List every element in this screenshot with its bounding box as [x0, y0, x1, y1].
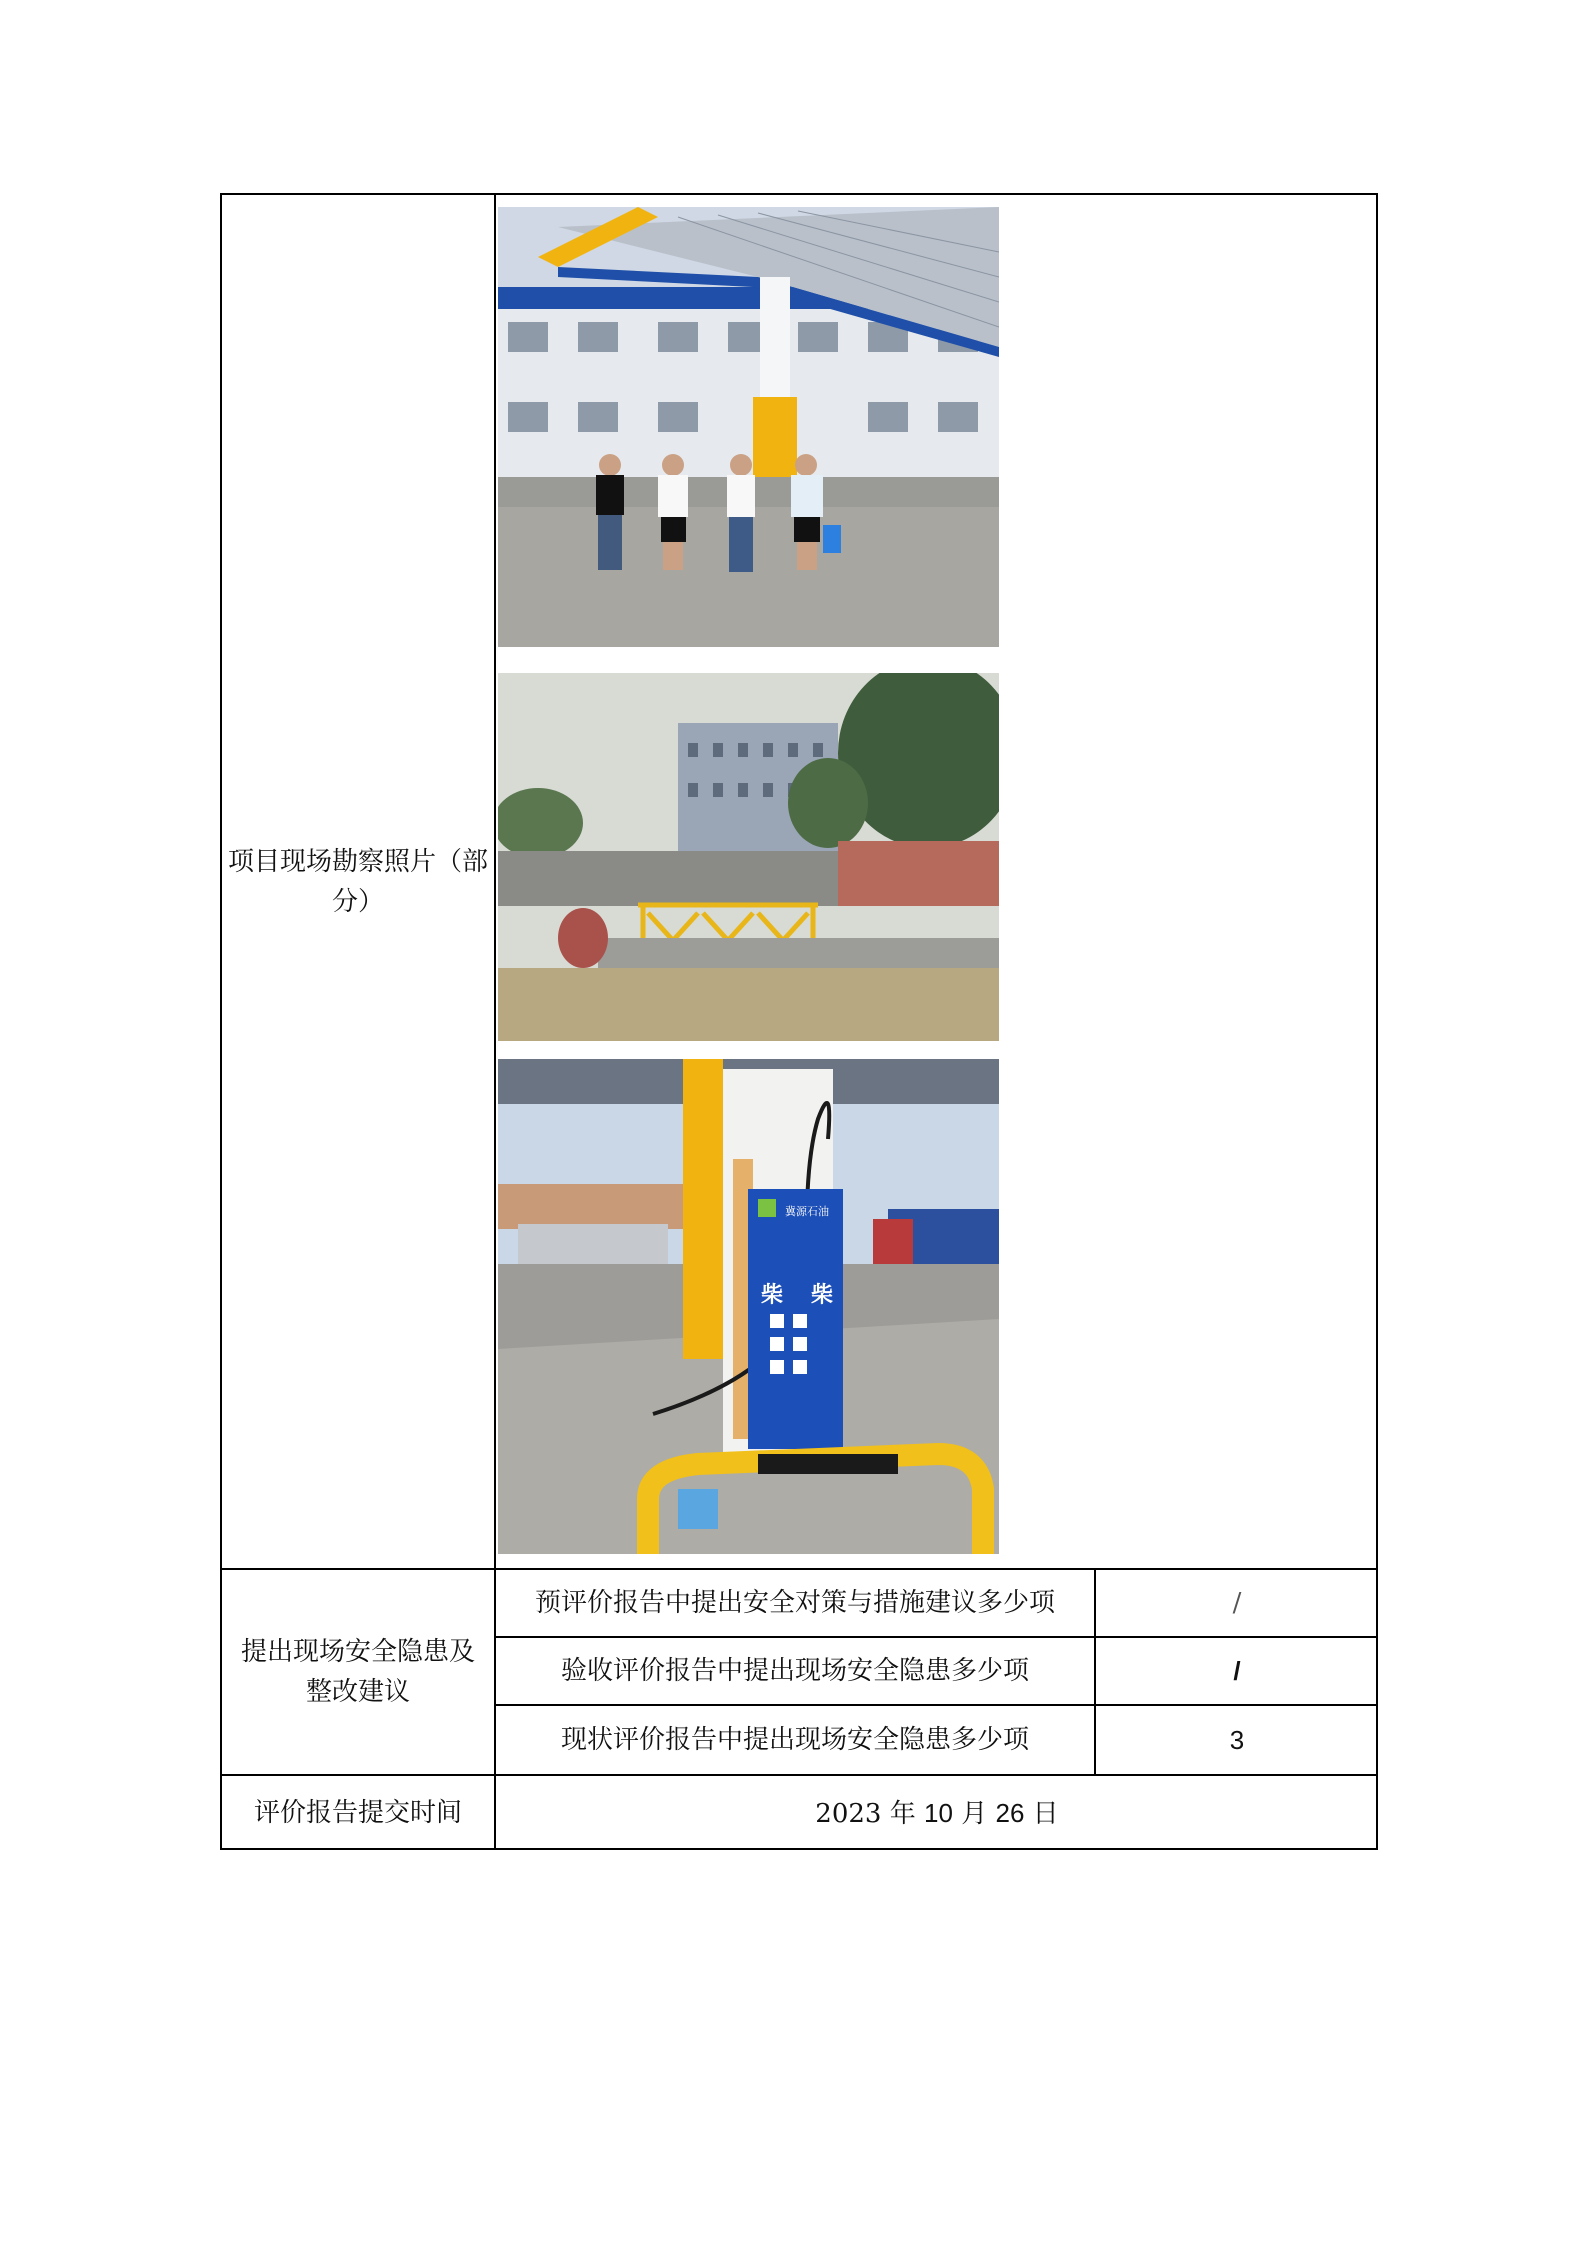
hazard-question-3 — [496, 1706, 1094, 1774]
submission-label-cell — [222, 1776, 494, 1850]
hazard-answer-3 — [1096, 1706, 1378, 1774]
submission-date-cell — [496, 1776, 1378, 1850]
fuel-label-left: 柴 — [761, 1283, 784, 1308]
hazard-answer-1 — [1096, 1570, 1378, 1636]
month-unit: 月 — [961, 1798, 988, 1829]
hazard-answer-2 — [1096, 1638, 1378, 1704]
hazard-section-label-cell — [222, 1570, 494, 1774]
year-unit: 年 — [889, 1798, 916, 1829]
report-table — [220, 193, 1378, 1850]
fuel-label-right: 柴 — [811, 1283, 834, 1308]
photo-section-label: 项目现场勘察照片（部分） — [227, 846, 488, 917]
answer-text: / — [1233, 1656, 1241, 1686]
hazard-section-label: 提出现场安全隐患及整改建议 — [240, 1637, 475, 1707]
question-text: 验收评价报告中提出现场安全隐患多少项 — [560, 1656, 1029, 1686]
hazard-question-2 — [496, 1638, 1094, 1704]
submission-month: 10 — [924, 1797, 953, 1828]
photo-section-label-cell — [222, 195, 494, 1568]
submission-day: 26 — [995, 1797, 1025, 1828]
site-photo-station — [498, 207, 999, 647]
question-text: 预评价报告中提出安全对策与措施建议多少项 — [534, 1588, 1055, 1618]
submission-label: 评价报告提交时间 — [253, 1798, 462, 1828]
answer-text: / — [1232, 1588, 1242, 1618]
day-unit: 日 — [1032, 1798, 1059, 1829]
answer-text: 3 — [1229, 1725, 1245, 1755]
submission-year: 2023 — [815, 1798, 882, 1829]
hazard-question-1 — [496, 1570, 1094, 1636]
question-text: 现状评价报告中提出现场安全隐患多少项 — [560, 1725, 1029, 1755]
site-photo-dispenser — [498, 1059, 999, 1554]
dispenser-brand: 冀源石油 — [785, 1205, 829, 1218]
submission-date — [815, 1793, 1058, 1834]
site-photo-tank-area — [498, 673, 999, 1041]
